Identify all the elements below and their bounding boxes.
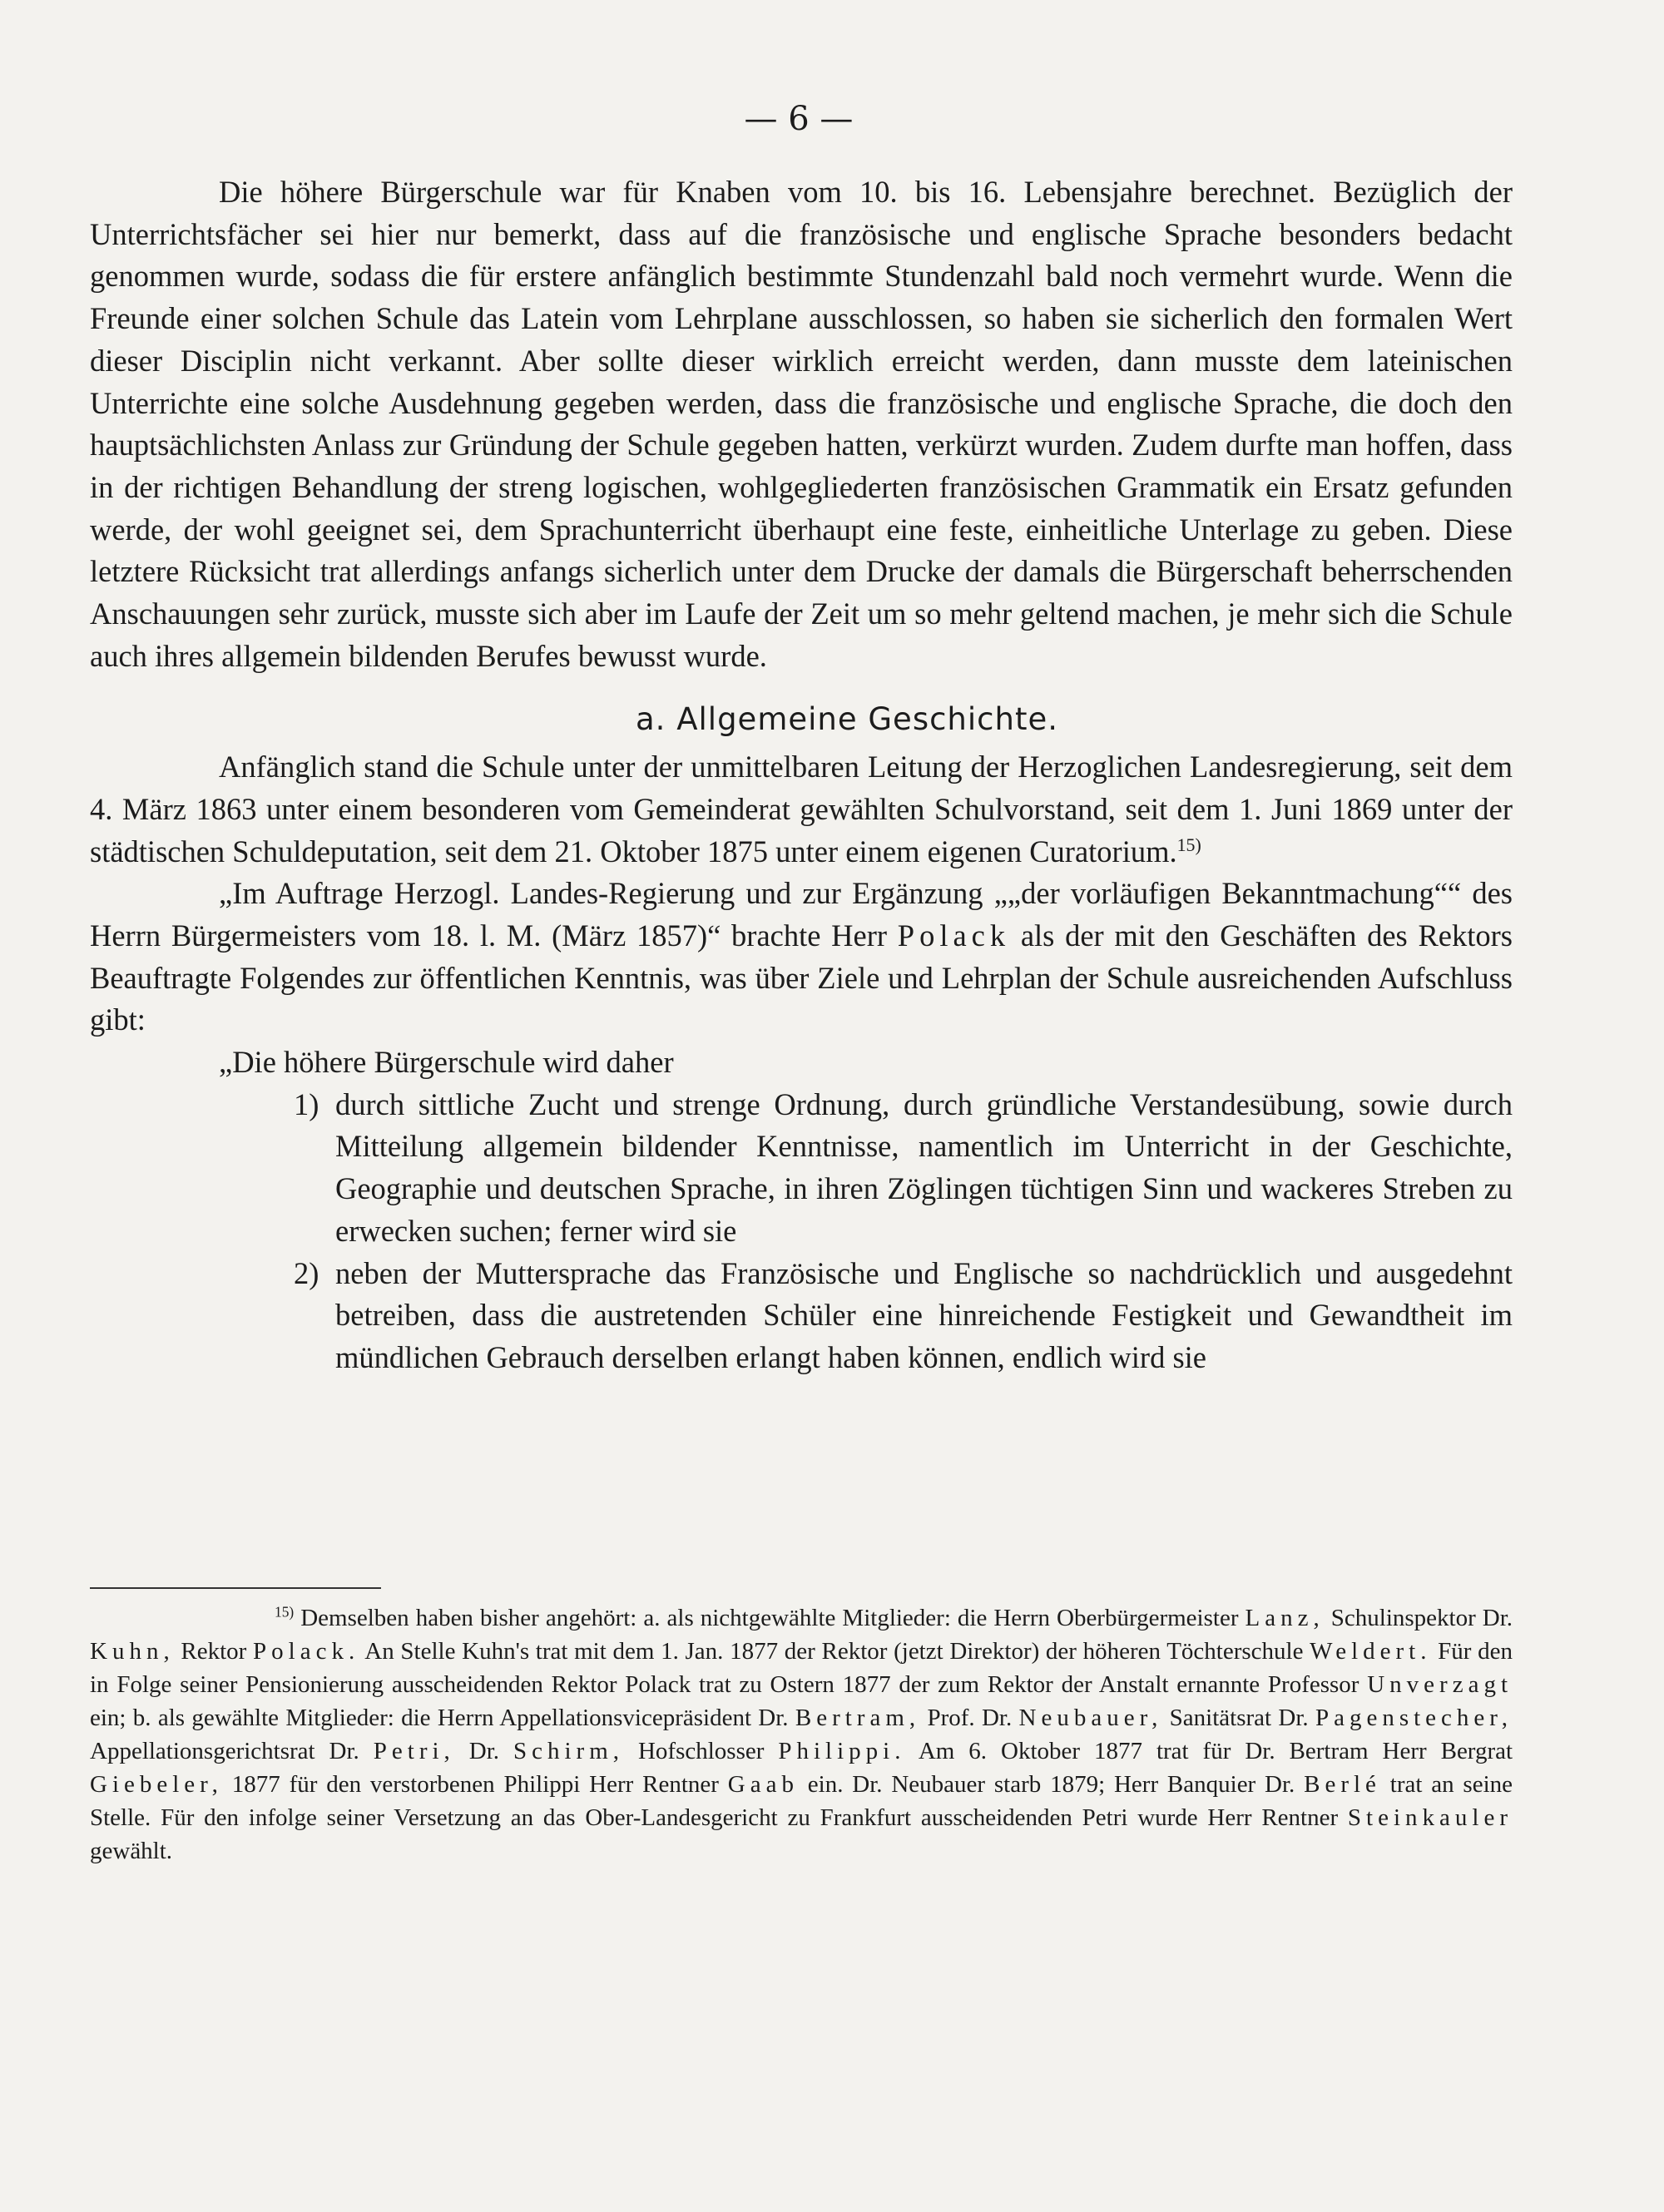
- footnote-segment: Demselben haben bisher angehört: a. als nichtgewählte Mitglieder: die Herrn Oberbürgermeister: [300, 1605, 1239, 1631]
- footnote-name: Schirm,: [513, 1738, 625, 1764]
- footnote-segment: gewählt.: [90, 1838, 173, 1864]
- footnote-reference[interactable]: 15): [1176, 834, 1201, 855]
- announcement-text-2: als der mit den Geschäften des Rektors Beauftragte Folgendes zur öffentlichen Kenntnis, was über Ziele und Lehrplan der Schule ausreichenden Aufschluss gibt:: [90, 918, 1513, 1037]
- footnote-segment: Schulinspektor Dr.: [1330, 1605, 1513, 1631]
- quote-intro: „Die höhere Bürgerschule wird daher: [219, 1045, 674, 1080]
- footnote-segment: trat an seine Stelle. Für den infolge seiner Versetzung an das Ober-Landesgericht zu Frankfurt ausscheidenden Petri wurde Herr Rentner: [90, 1771, 1513, 1831]
- announcement-paragraph: [90, 873, 1513, 1042]
- footnote-name: Kuhn,: [90, 1638, 175, 1665]
- footnote-segment: Für den in Folge seiner Pensionierung ausscheidenden Rektor Polack trat zu Ostern 1877 der zum Rektor der Anstalt ernannte Professor: [90, 1638, 1513, 1698]
- footnote-text: [90, 1601, 1513, 1868]
- person-name: Polack: [897, 918, 1011, 953]
- footnote-name: Lanz,: [1245, 1605, 1325, 1631]
- footnote-segment: Am 6. Oktober 1877 trat für Dr. Bertram Herr Bergrat: [918, 1738, 1513, 1764]
- footnote-name: Philippi.: [778, 1738, 906, 1764]
- footnote-name: Berlé: [1304, 1771, 1381, 1798]
- main-text: [90, 171, 1513, 1379]
- footnote-name: Giebeler,: [90, 1771, 223, 1798]
- section-heading: a. Allgemeine Geschichte.: [636, 701, 1058, 738]
- announcement-text-1: „Im Auftrage Herzogl. Landes-Regierung und zur Ergänzung „„der vorläufigen Bekanntmachung““ des Herrn Bürgermeisters vom 18. l. M. (März 1857)“ brachte Herr: [90, 876, 1513, 953]
- footnote-segment: ein; b. als gewählte Mitglieder: die Herrn Appellationsvicepräsident Dr.: [90, 1705, 789, 1731]
- footnote-segment: Sanitätsrat Dr.: [1169, 1705, 1309, 1731]
- footnote-segment: 1877 für den verstorbenen Philippi Herr Rentner: [231, 1771, 719, 1798]
- footnote-name: Bertram,: [795, 1705, 921, 1731]
- footnote-name: Pagenstecher,: [1315, 1705, 1513, 1731]
- footnote-name: Neubauer,: [1018, 1705, 1163, 1731]
- footnote-name: Polack.: [253, 1638, 360, 1665]
- list-item-number: 1): [294, 1086, 319, 1121]
- history-text: Anfänglich stand die Schule unter der unmittelbaren Leitung der Herzoglichen Landesregierung, seit dem 4. März 1863 unter einem besonderen vom Gemeinderat gewählten Schulvorstand, seit dem 1. Juni 1869 unter der städtischen Schuldeputation, seit dem 21. Oktober 1875 unter einem eigenen Curatorium.: [90, 750, 1513, 868]
- footnote-name: Unverzagt: [1367, 1671, 1513, 1698]
- list-item-number: 2): [294, 1255, 319, 1290]
- history-paragraph: [90, 746, 1513, 873]
- footnote-segment: An Stelle Kuhn's trat mit dem 1. Jan. 1877 der Rektor (jetzt Direktor) der höheren Töchterschule: [364, 1638, 1304, 1665]
- list-item: [294, 1253, 1513, 1379]
- list-item: [294, 1084, 1513, 1253]
- footnote: [90, 1601, 1513, 1868]
- footnote-name: Gaab: [727, 1771, 799, 1798]
- footnote-marker: 15): [275, 1603, 295, 1621]
- footnote-segment: Appellationsgerichtsrat Dr.: [90, 1738, 359, 1764]
- page-number: — 6 —: [744, 100, 854, 138]
- footnote-segment: Hofschlosser: [637, 1738, 765, 1764]
- list-item-text: durch sittliche Zucht und strenge Ordnung, durch gründliche Verstandesübung, sowie durch Mitteilung allgemein bildender Kenntnisse, namentlich im Unterricht in der Geschichte, Geographie und deutschen Sprache, in ihren Zöglingen tüchtigen Sinn und wackeres Streben zu erwecken suchen; ferner wird sie: [335, 1086, 1513, 1248]
- footnote-name: Petri,: [373, 1738, 455, 1764]
- footnote-segment: Prof. Dr.: [927, 1705, 1013, 1731]
- footnote-name: Weldert.: [1310, 1638, 1432, 1665]
- footnote-segment: ein. Dr. Neubauer starb 1879; Herr Banquier Dr.: [807, 1771, 1295, 1798]
- intro-paragraph: Die höhere Bürgerschule war für Knaben vom 10. bis 16. Lebensjahre berechnet. Bezüglich der Unterrichtsfächer sei hier nur bemerkt, dass auf die französische und englische Sprache besonders bedacht genommen wurde, sodass die für erstere anfänglich bestimmte Stundenzahl bald noch vermehrt wurde. Wenn die Freunde einer solchen Schule das Latein vom Lehrplane ausschlossen, so haben sie sicherlich den formalen Wert dieser Disciplin nicht verkannt. Aber sollte dieser wirklich erreicht werden, dann musste dem lateinischen Unterrichte eine solche Ausdehnung gegeben werden, dass die französische und englische Sprache, die doch den hauptsächlichsten Anlass zur Gründung der Schule gegeben hatten, verkürzt wurden. Zudem durfte man hoffen, dass in der richtigen Behandlung der streng logischen, wohlgegliederten französischen Grammatik ein Ersatz gefunden werde, der wohl geeignet sei, dem Sprachunterricht überhaupt eine feste, einheitliche Unterlage zu geben. Diese letztere Rücksicht trat allerdings anfangs sicherlich unter dem Drucke der damals die Bürgerschaft beherrschenden Anschauungen sehr zurück, musste sich aber im Laufe der Zeit um so mehr geltend machen, je mehr sich die Schule auch ihres allgemein bildenden Berufes bewusst wurde.: [90, 175, 1513, 673]
- list-item-text: neben der Muttersprache das Französische und Englische so nachdrücklich und ausgedehnt betreiben, dass die austretenden Schüler eine hinreichende Festigkeit und Gewandtheit im mündlichen Gebrauch derselben erlangt haben können, endlich wird sie: [335, 1255, 1513, 1374]
- footnote-segment: Rektor: [181, 1638, 247, 1665]
- footnote-divider: [90, 1587, 381, 1589]
- footnote-segment: Dr.: [468, 1738, 500, 1764]
- footnote-name: Steinkauler: [1347, 1804, 1513, 1831]
